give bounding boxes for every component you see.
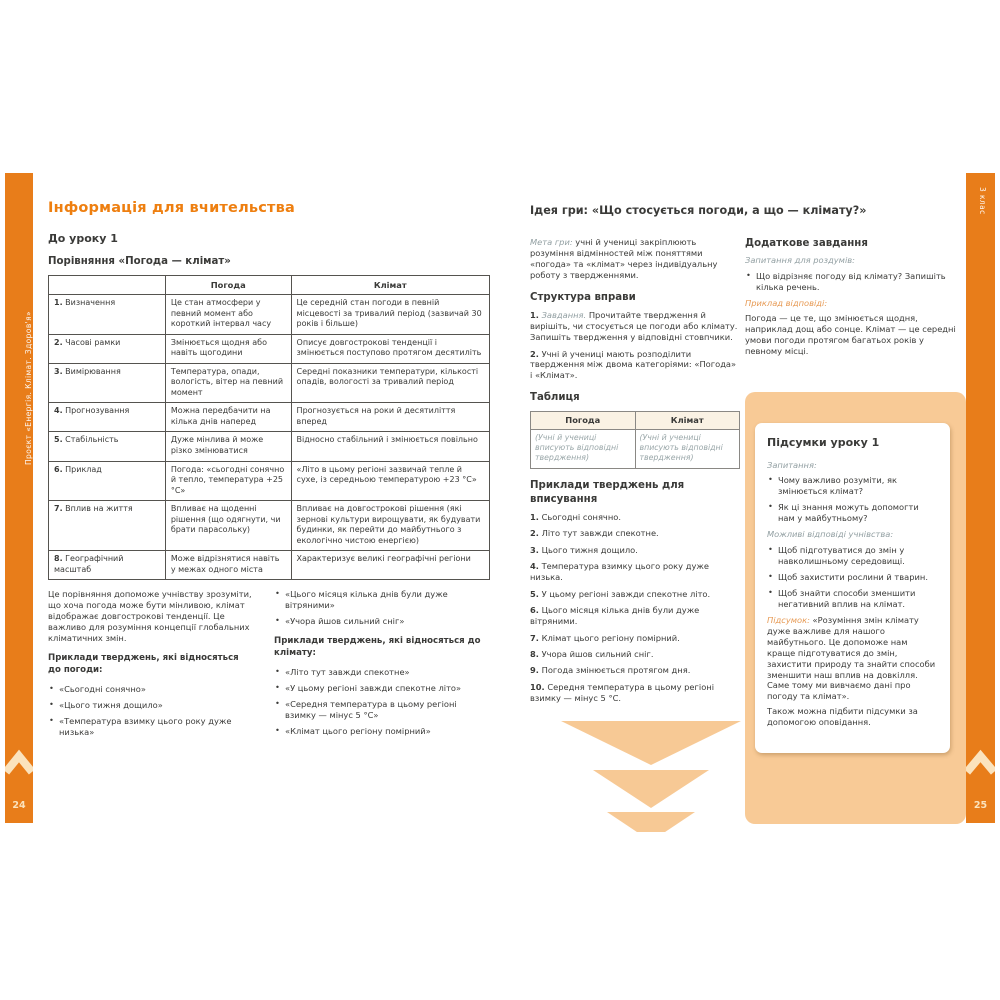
structure-heading: Структура вправи <box>530 291 636 303</box>
statement-item: 5. У цьому регіоні завжди спекотне літо. <box>530 588 711 599</box>
statement-item: 2. Літо тут завжди спекотне. <box>530 528 659 539</box>
table-row: 7. Вплив на життя Впливає на щоденні рішення (що одягнути, чи брати парасольку) Впливає на довгострокові рішення (які зернові культури вирощувати, як будувати будинки, як перейти до майбутнього з екологічно чистою енергією) <box>49 501 490 551</box>
weather-column-header: Погода <box>531 411 636 429</box>
table-row: 3. Вимірювання Температура, опади, вологість, вітер на певний момент Середні показники температури, кількості опадів, вологості за тривалий період <box>49 363 490 403</box>
statement-item: 8. Учора йшов сильний сніг. <box>530 648 654 659</box>
left-sidebar <box>5 173 33 823</box>
statement-item: 7. Клімат цього регіону помірний. <box>530 632 680 643</box>
step-label: Завдання. <box>541 310 587 321</box>
empty-header-cell <box>49 276 166 295</box>
questions-label: Запитання: <box>767 459 817 470</box>
reflect-label: Запитання для роздумів: <box>745 255 855 266</box>
bullet-item: • Що відрізняє погоду від клімату? Запишіть кілька речень. <box>745 271 961 293</box>
placeholder-cell: (Учні й учениці вписують відповідні твердження) <box>635 429 740 468</box>
statement-item: 10. Середня температура в цьому регіоні взимку — мінус 5 °С. <box>530 681 714 703</box>
table-header-row <box>49 276 490 295</box>
bullet-item: • «Середня температура в цьому регіоні взимку — мінус 5 °С» <box>274 699 490 721</box>
statement-item: 9. Погода змінюється протягом дня. <box>530 665 691 676</box>
bullet-item: • Щоб знайти способи зменшити негативний вплив на клімат. <box>767 588 938 610</box>
chevron-up-icon <box>5 745 33 781</box>
bullet-item: • Як ці знання можуть допомогти нам у майбутньому? <box>767 502 938 524</box>
bullet-item: • «Учора йшов сильний сніг» <box>274 616 490 627</box>
project-tab-label: Проєкт «Енергія. Клімат. Здоров'я» <box>24 310 33 465</box>
table-row: 4. Прогнозування Можна передбачити на кілька днів наперед Прогнозується на роки й десятиліття вперед <box>49 403 490 432</box>
triangle-icon <box>607 812 695 832</box>
fill-table-heading: Таблиця <box>530 392 580 404</box>
summary-note: Також можна підбити підсумки за допомогою оповідання. <box>767 706 918 728</box>
goal-paragraph: Мета гри: учні й учениці закріплюють розуміння відмінностей між поняттями «погода» та «клімат» через індивідуальну роботу з твердженнями. <box>530 237 718 280</box>
table-row: 8. Географічний масштаб Може відрізнятися навіть у межах одного міста Характеризує великі географічні регіони <box>49 551 490 580</box>
step-item: 1. Завдання. Прочитайте твердження й вирішіть, чи стосується це погоди або клімату. Запишіть твердження у відповідні стовпчики. <box>530 310 738 343</box>
left-text-column <box>48 589 254 742</box>
weather-examples-heading: Приклади тверджень, які відносяться до погоди: <box>48 653 239 675</box>
right-column <box>745 237 961 361</box>
bullet-item: • «Літо тут завжди спекотне» <box>274 667 490 678</box>
answers-label: Можливі відповіді учнівства: <box>767 529 894 540</box>
extra-task-heading: Додаткове завдання <box>745 238 868 249</box>
grade-tab-label: 3 клас <box>978 187 987 215</box>
table-header-row <box>531 411 740 429</box>
weather-climate-compare-table <box>48 275 490 580</box>
right-sidebar <box>966 173 995 823</box>
middle-column <box>530 237 740 709</box>
climate-column-header: Клімат <box>291 276 489 295</box>
triangle-icon <box>593 770 709 808</box>
page-number-left: 24 <box>12 800 26 811</box>
triangle-icon <box>561 721 741 765</box>
right-text-column <box>274 589 490 742</box>
bullet-item: • «Цього тижня дощило» <box>48 700 254 711</box>
table-row: 6. Приклад Погода: «сьогодні сонячно й тепло, температура +25 °С» «Літо в цьому регіоні зазвичай тепле й сухе, із середньою температурою +23 °С» <box>49 461 490 501</box>
table-row: 2. Часові рамки Змінюється щодня або навіть щогодини Описує довгострокові тенденції і змінюється поступово протягом десятиліть <box>49 334 490 363</box>
bullet-item: • «Температура взимку цього року дуже низька» <box>48 716 254 738</box>
summary-title: Підсумки уроку 1 <box>767 436 880 449</box>
bullet-item: • Щоб підготуватися до змін у навколишньому середовищі. <box>767 545 938 567</box>
statement-item: 4. Температура взимку цього року дуже низька. <box>530 561 709 583</box>
answer-label: Приклад відповіді: <box>745 298 828 309</box>
section-title: Інформація для вчительства <box>48 200 296 216</box>
statement-item: 1. Сьогодні сонячно. <box>530 512 621 522</box>
lesson-summary-card <box>755 423 950 753</box>
bullet-item: • «У цьому регіоні завжди спекотне літо» <box>274 683 490 694</box>
left-page <box>48 200 490 743</box>
bullet-item: • «Цього місяця кілька днів були дуже вітряними» <box>274 589 490 611</box>
conclusion-paragraph: Підсумок: «Розуміння змін клімату дуже важливе для нашого майбутнього. Це допоможе нам краще підготуватися до змін, захистити природу та знайти способи зменшити наш вплив на довкілля. Саме тому ми вивчаємо дані про погоду та клімат». <box>767 614 936 702</box>
summary-paragraph: Це порівняння допоможе учнівству зрозуміти, що хоча погода може бути мінливою, клімат відображає довгострокові тенденції. Це важливо для розуміння концепції глобальних кліматичних змін. <box>48 589 252 644</box>
climate-column-header: Клімат <box>635 411 740 429</box>
climate-examples-heading: Приклади тверджень, які відносяться до клімату: <box>274 636 481 658</box>
compare-heading: Порівняння «Погода — клімат» <box>48 256 231 267</box>
answer-paragraph: Погода — це те, що змінюється щодня, наприклад дощ або сонце. Клімат — це середні умови погоди протягом багатьох років у певному місці. <box>745 313 956 357</box>
down-arrows-decoration <box>558 721 744 832</box>
statement-item: 6. Цього місяця кілька днів були дуже вітряними. <box>530 605 700 627</box>
bullet-item: • «Клімат цього регіону помірний» <box>274 726 490 737</box>
summary-box-background <box>745 392 966 824</box>
page-number-right: 25 <box>973 800 988 811</box>
conclusion-label: Підсумок: <box>767 614 810 625</box>
bullet-item: • «Сьогодні сонячно» <box>48 684 254 695</box>
placeholder-cell: (Учні й учениці вписують відповідні твердження) <box>531 429 636 468</box>
game-idea-title: Ідея гри: «Що стосується погоди, а що — клімату?» <box>530 204 867 217</box>
table-row: 1. Визначення Це стан атмосфери у певний момент або короткий інтервал часу Це середній стан погоди в певній місцевості за тривалий період (зазвичай 30 років і більше) <box>49 295 490 335</box>
bullet-item: • Щоб захистити рослини й тварин. <box>767 572 938 583</box>
table-row <box>531 429 740 468</box>
weather-column-header: Погода <box>165 276 291 295</box>
goal-label: Мета гри: <box>530 237 573 247</box>
step-item: 2. Учні й учениці мають розподілити твердження між двома категоріями: «Погода» і «Клімат». <box>530 348 737 381</box>
statements-heading: Приклади тверджень для вписування <box>530 480 685 505</box>
statement-item: 3. Цього тижня дощило. <box>530 544 638 555</box>
table-row: 5. Стабільність Дуже мінлива й може різко змінюватися Відносно стабільний і змінюється повільно <box>49 432 490 461</box>
bullet-item: • Чому важливо розуміти, як змінюється клімат? <box>767 475 938 497</box>
chevron-up-icon <box>966 745 995 781</box>
lesson-heading: До уроку 1 <box>48 232 118 245</box>
fill-in-table <box>530 411 740 469</box>
